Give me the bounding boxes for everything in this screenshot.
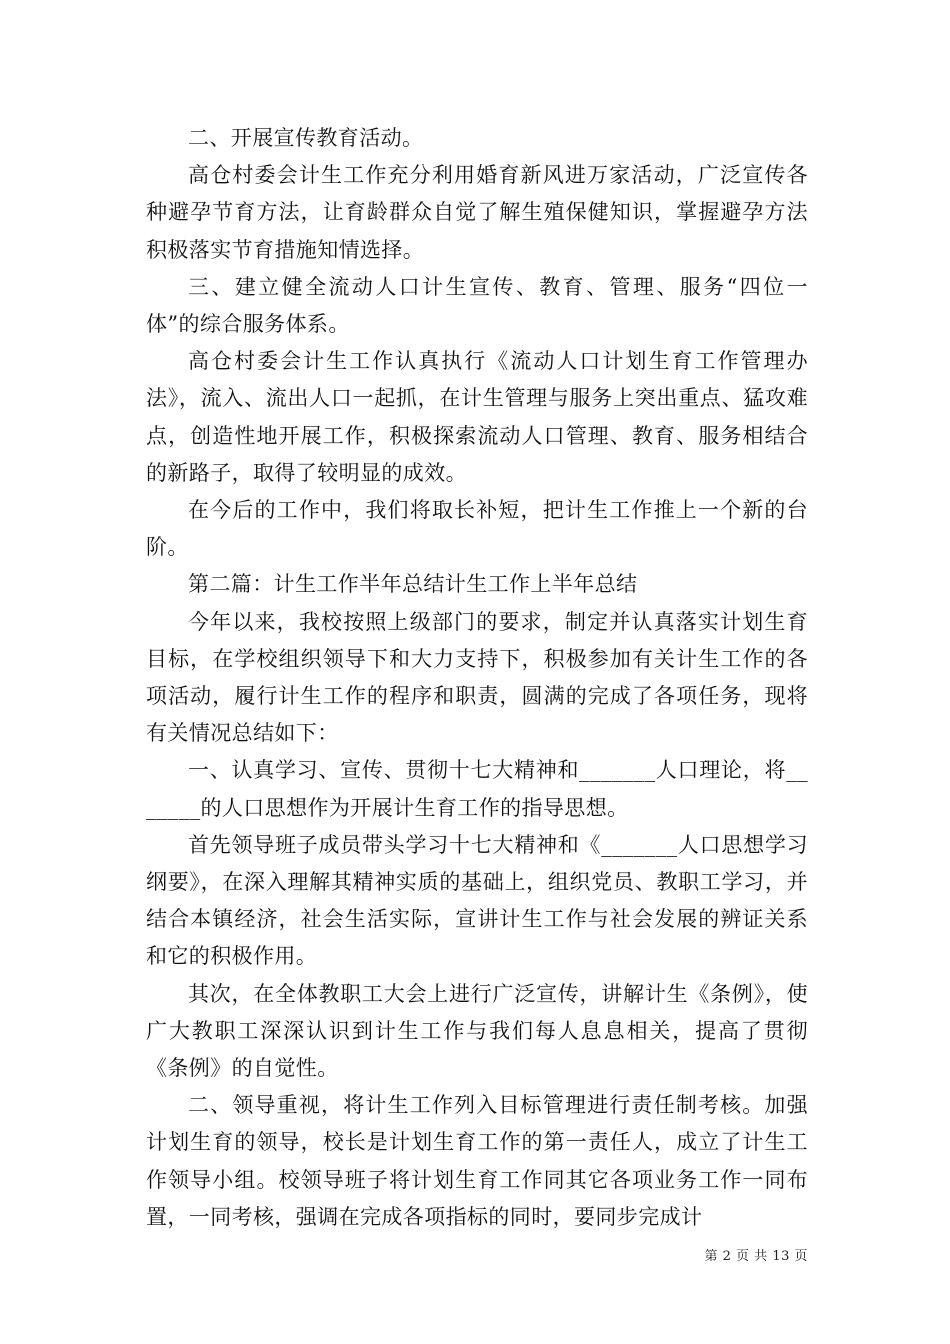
paragraph-conclusion: 在今后的工作中，我们将取长补短，把计生工作推上一个新的台阶。 xyxy=(146,498,808,560)
paragraph-intro: 今年以来，我校按照上级部门的要求，制定并认真落实计划生育目标，在学校组织领导下和大力支持下，积极参加有关计生工作的各项活动，履行计生工作的程序和职责，圆满的完成了各项任务，现将有关情况总结如下： xyxy=(146,609,808,746)
paragraph-publicity-detail: 高仓村委会计生工作充分利用婚育新风进万家活动，广泛宣传各种避孕节育方法，让育龄群众自觉了解生殖保健知识，掌握避孕方法积极落实节育措施知情选择。 xyxy=(146,163,808,262)
paragraph-second-publicity: 其次，在全体教职工大会上进行广泛宣传，讲解计生《条例》，使广大教职工深深认识到计生工作与我们每人息息相关，提高了贯彻《条例》的自觉性。 xyxy=(146,981,808,1081)
paragraph-floating-population-detail: 高仓村委会计生工作认真执行《流动人口计划生育工作管理办法》，流入、流出人口一起抓，在计生管理与服务上突出重点、猛攻难点，创造性地开展工作，积极探索流动人口管理、教育、服务相结合的新路子，取得了较明显的成效。 xyxy=(146,349,808,485)
paragraph-heading-study: 一、认真学习、宣传、贯彻十七大精神和_______人口理论，将_______的人口思想作为开展计生育工作的指导思想。 xyxy=(146,758,808,820)
section-title-part-two: 第二篇：计生工作半年总结计生工作上半年总结 xyxy=(188,572,638,597)
paragraph-heading-publicity: 二、开展宣传教育活动。 xyxy=(188,126,424,150)
paragraph-heading-floating-population: 三、建立健全流动人口计生宣传、教育、管理、服务“四位一体”的综合服务体系。 xyxy=(146,274,808,337)
paragraph-heading-leadership: 二、领导重视，将计生工作列入目标管理进行责任制考核。加强计划生育的领导，校长是计划生育工作的第一责任人，成立了计生工作领导小组。校领导班子将计划生育工作同其它各项业务工作一同布置，一同考核，强调在完成各项指标的同时，要同步完成计 xyxy=(146,1093,808,1229)
page-number-footer xyxy=(660,1245,808,1264)
paragraph-study-detail: 首先领导班子成员带头学习十七大精神和《_______人口思想学习纲要》，在深入理解其精神实质的基础上，组织党员、教职工学习，并结合本镇经济，社会生活实际，宣讲计生工作与社会发展的辨证关系和它的积极作用。 xyxy=(146,832,808,969)
document-body xyxy=(146,120,808,1236)
page-number-label: 第 2 页 共 13 页 xyxy=(704,1249,808,1264)
